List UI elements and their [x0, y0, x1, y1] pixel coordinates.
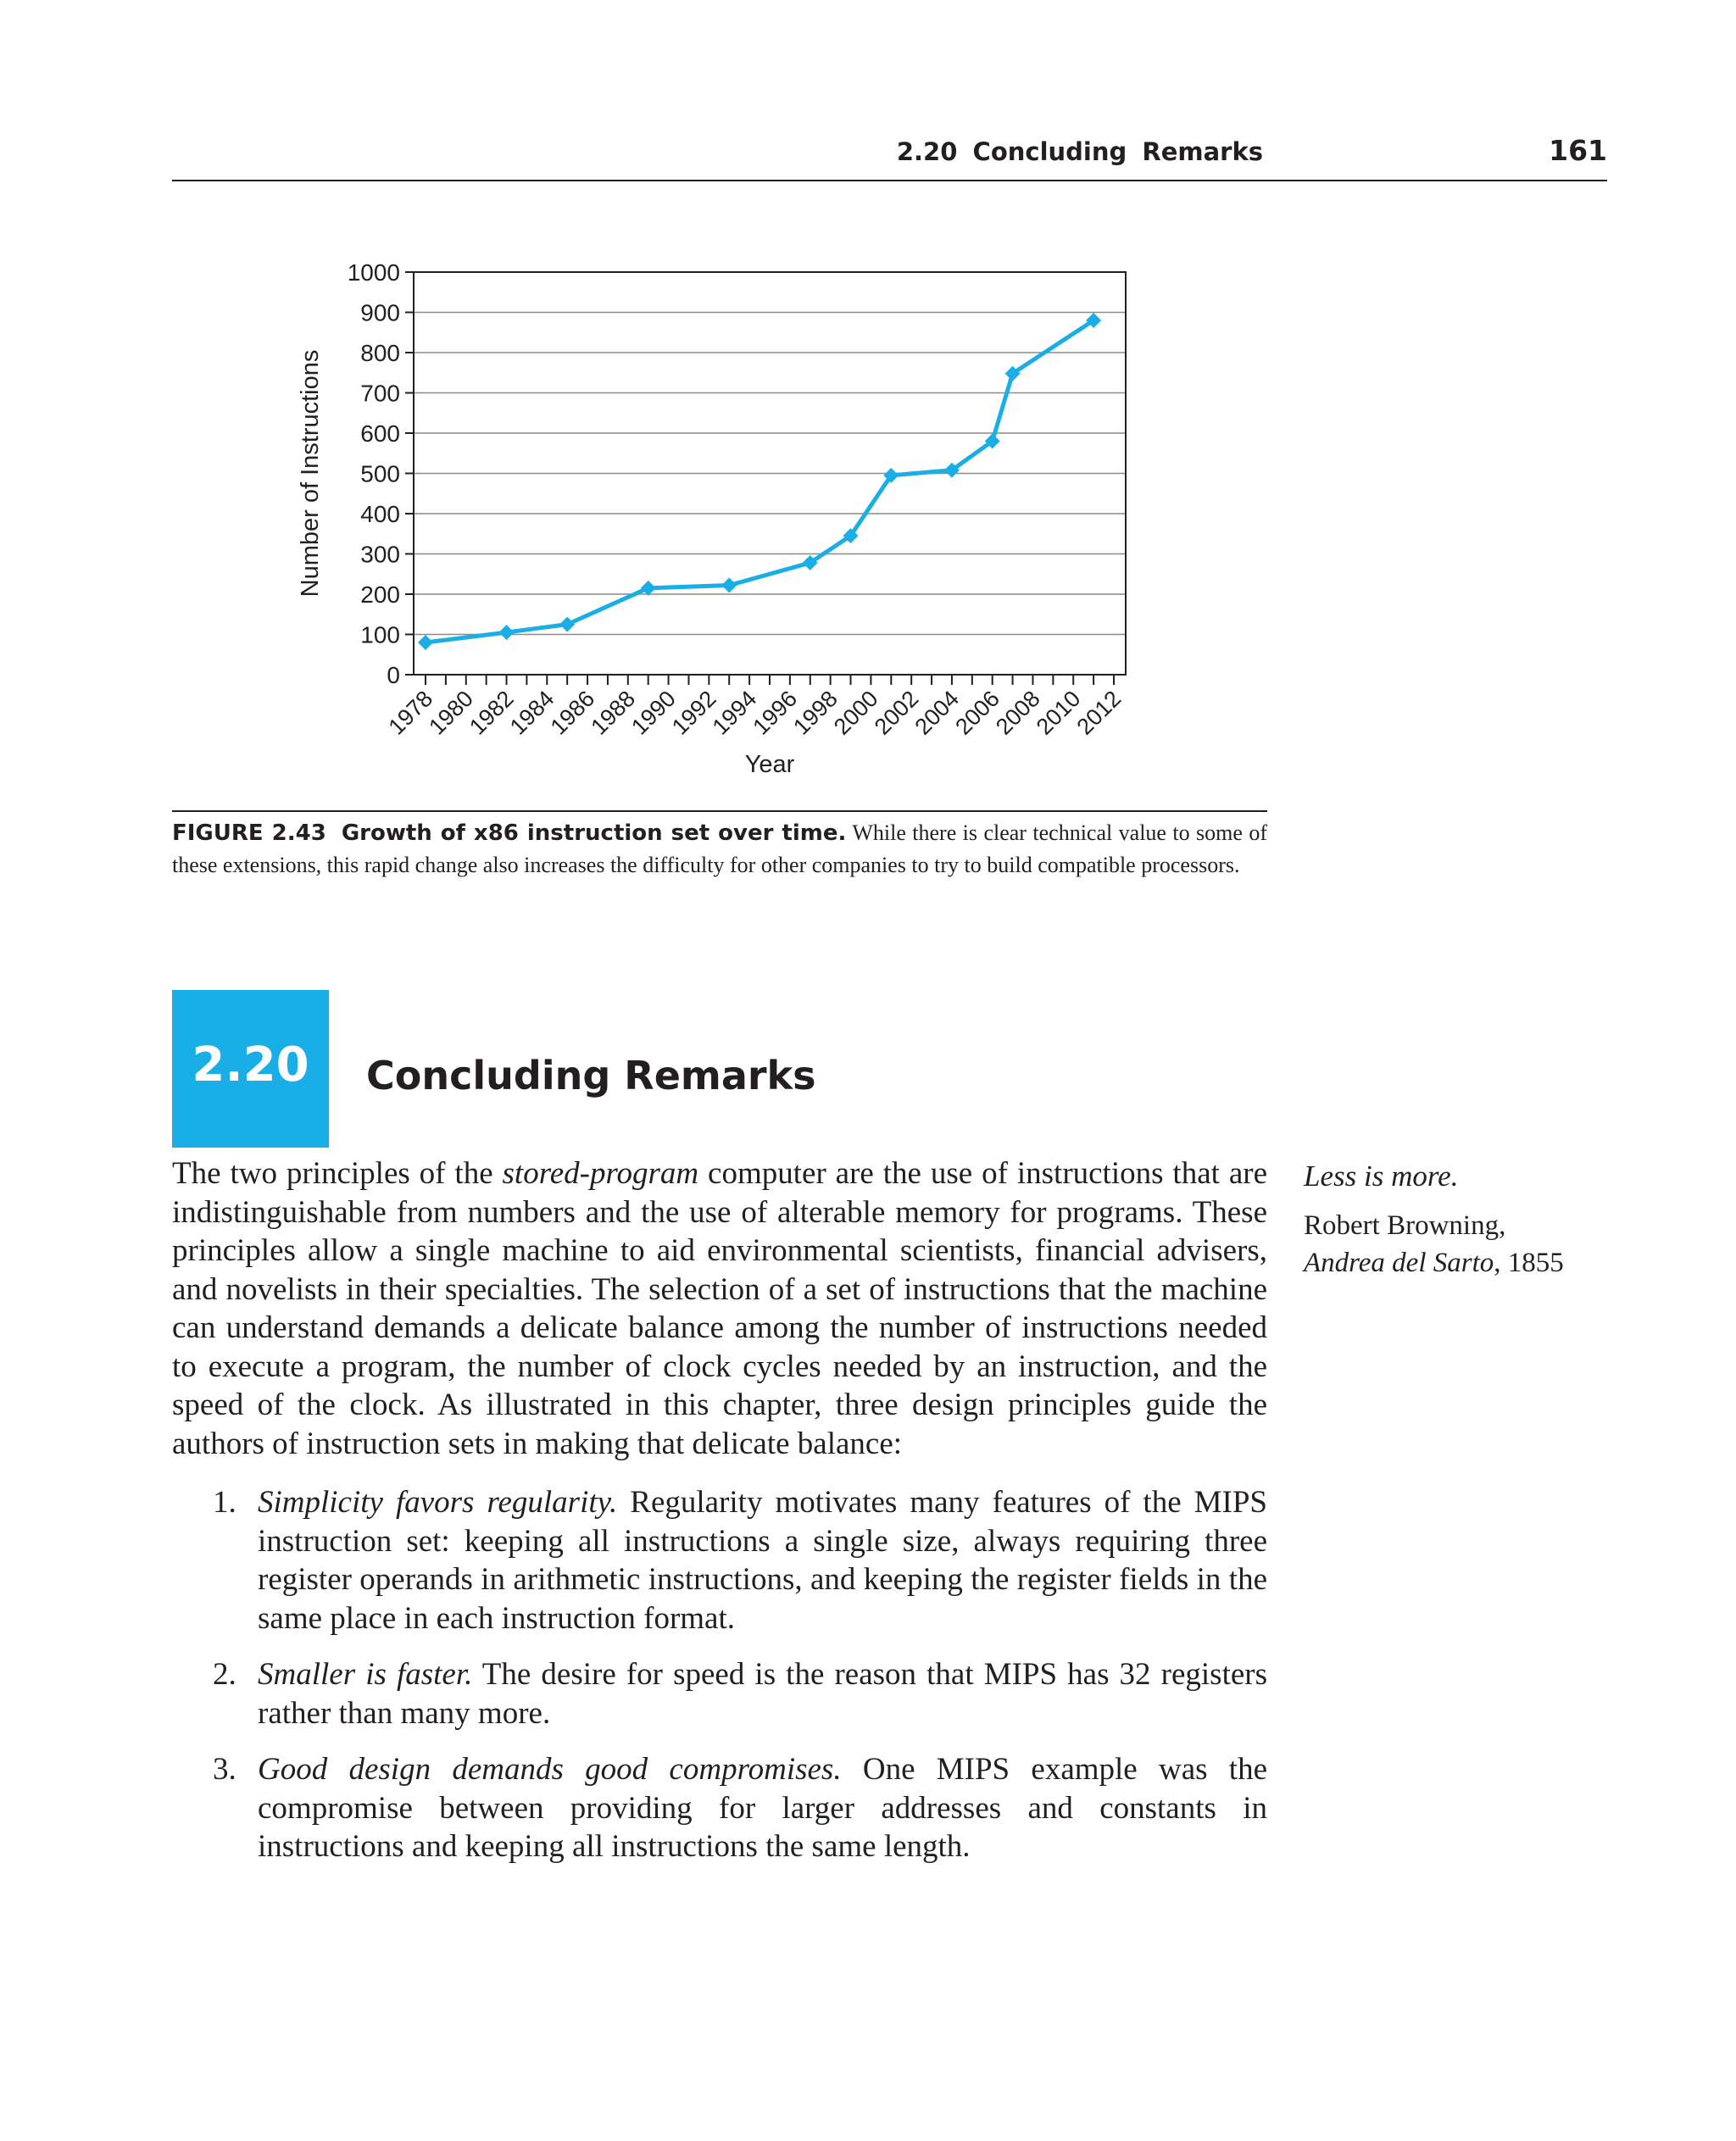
y-tick-label: 100: [360, 621, 400, 648]
x-tick-label: 2012: [1071, 686, 1127, 740]
x-tick-label: 1994: [707, 686, 762, 740]
y-tick-label: 400: [360, 501, 400, 527]
x-tick-label: 1998: [788, 686, 843, 740]
data-points: [418, 313, 1101, 650]
paragraph-1: [172, 1154, 1267, 1463]
paragraph-1-emphasis: stored-program: [502, 1156, 699, 1191]
x-tick-label: 2002: [869, 686, 924, 740]
x-tick-label: 2006: [950, 686, 1004, 740]
y-tick-label: 500: [360, 460, 400, 487]
x-tick-label: 1978: [383, 686, 438, 740]
page-number: 161: [1549, 134, 1607, 167]
epigraph-work: Andrea del Sarto: [1304, 1248, 1494, 1278]
x-tick-label: 1992: [666, 686, 721, 740]
y-tick-label: 700: [360, 380, 400, 407]
figure-text: While there is clear technical value to some of these extensions, this rapid change also increases the difficulty for other companies to try to build compatible processors.: [172, 820, 1268, 877]
running-head-text: Concluding Remarks: [972, 137, 1263, 166]
epigraph-quote: Less is more.: [1304, 1159, 1459, 1193]
x-axis-label: Year: [744, 751, 795, 778]
body-text: [172, 1154, 1267, 1884]
x-axis-ticks: [426, 675, 1114, 685]
caption-rule: [172, 810, 1267, 812]
y-gridlines: [405, 272, 1126, 675]
section-title: Concluding Remarks: [366, 1053, 816, 1098]
running-head-title: [897, 137, 1263, 166]
data-point: [721, 578, 737, 593]
epigraph: [1304, 1158, 1643, 1282]
paragraph-1-text-b: computer are the use of instructions that are indistinguishable from numbers and the use of alterable memory for programs. These principles allow a single machine to aid environmental scientists, financial advisers, and novelists in their specialties. The selection of a set of instructions that the machine can understand demands a delicate balance among the number of instructions needed to execute a program, the number of clock cycles needed by an instruction, and the speed of the clock. As illustrated in this chapter, three design principles guide the authors of instruction sets in making that delicate balance:: [172, 1156, 1267, 1461]
list-item-emphasis: Good design demands good compromises.: [258, 1752, 842, 1787]
x-tick-label: 1984: [504, 686, 559, 740]
x-tick-labels: [384, 686, 1127, 740]
list-item: [172, 1750, 1267, 1866]
y-tick-label: 200: [360, 581, 400, 608]
list-item: [172, 1483, 1267, 1638]
y-tick-label: 800: [360, 340, 400, 366]
y-tick-label: 0: [387, 662, 400, 688]
data-point: [418, 635, 433, 650]
x-tick-label: 1990: [626, 686, 681, 740]
epigraph-author: Robert Browning,: [1304, 1210, 1506, 1241]
instruction-growth-chart: [288, 246, 1170, 797]
section-number-box: [172, 990, 329, 1148]
y-tick-labels: [348, 259, 400, 688]
epigraph-year: , 1855: [1494, 1248, 1564, 1278]
list-item-number: 3.: [213, 1752, 236, 1787]
x-tick-label: 1982: [465, 686, 519, 740]
figure-caption: [172, 817, 1267, 881]
figure-label: FIGURE 2.43: [172, 820, 326, 846]
y-tick-label: 300: [360, 541, 400, 568]
x-tick-label: 1980: [424, 686, 479, 740]
y-tick-label: 600: [360, 420, 400, 447]
data-point: [499, 625, 515, 640]
list-item: [172, 1655, 1267, 1732]
x-tick-label: 2010: [1031, 686, 1086, 740]
x-tick-label: 1996: [748, 686, 803, 740]
x-tick-label: 2004: [910, 686, 965, 740]
x-tick-label: 2008: [991, 686, 1045, 740]
x-tick-label: 1986: [545, 686, 600, 740]
section-number: 2.20: [192, 1037, 309, 1093]
figure-title: Growth of x86 instruction set over time.: [341, 820, 847, 846]
data-point: [641, 581, 656, 596]
list-item-text: Regularity motivates many features of the MIPS instruction set: keeping all instructions a single size, always requiring three register operands in arithmetic instructions, and keeping the register fields in the same place in each instruction format.: [258, 1485, 1267, 1636]
list-item-emphasis: Simplicity favors regularity.: [258, 1485, 618, 1520]
list-item-emphasis: Smaller is faster.: [258, 1657, 473, 1692]
running-head-section: 2.20: [896, 137, 958, 166]
y-tick-label: 900: [360, 299, 400, 326]
data-point: [559, 617, 575, 632]
paragraph-1-text-a: The two principles of the: [172, 1156, 503, 1191]
y-axis-label: Number of Instructions: [297, 349, 324, 598]
y-tick-label: 1000: [347, 259, 400, 286]
x-tick-label: 2000: [828, 686, 883, 740]
list-item-number: 1.: [213, 1485, 236, 1520]
x-tick-label: 1988: [586, 686, 641, 740]
list-item-text: The desire for speed is the reason that MIPS has 32 registers rather than many more.: [258, 1657, 1267, 1731]
principles-list: [172, 1483, 1267, 1866]
list-item-number: 2.: [213, 1657, 236, 1692]
epigraph-source: [1304, 1244, 1643, 1282]
list-item-text: One MIPS example was the compromise between providing for larger addresses and constants in instructions and keeping all instructions the same length.: [258, 1752, 1267, 1864]
running-head: [172, 129, 1607, 181]
